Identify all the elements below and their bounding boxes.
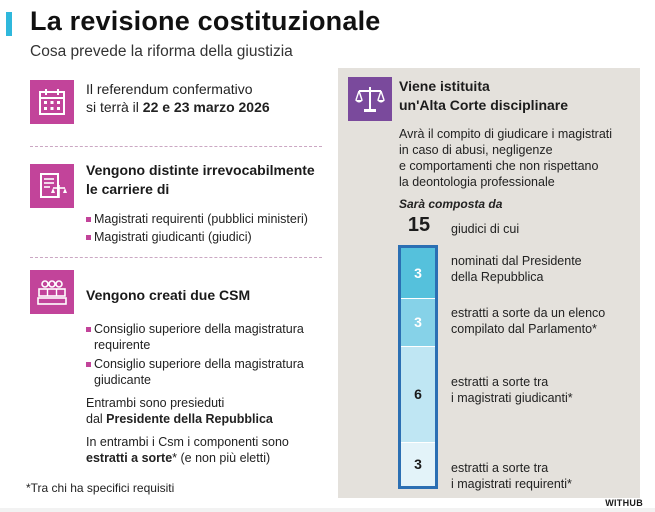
segment-president: 3 bbox=[401, 248, 435, 298]
segment-parliament: 3 bbox=[401, 298, 435, 346]
segment-label-giudicanti: estratti a sorte tra i magistrati giudicanti* bbox=[451, 375, 573, 405]
title-accent-bar bbox=[6, 12, 12, 36]
referendum-line1: Il referendum confermativo bbox=[86, 81, 253, 97]
referendum-line2: si terrà il 22 e 23 marzo 2026 bbox=[86, 99, 270, 115]
total-judges-label: giudici di cui bbox=[451, 222, 520, 236]
csm-title: Vengono creati due CSM bbox=[86, 287, 251, 303]
document-scales-icon bbox=[30, 164, 74, 208]
segment-label-president: nominati dal Presidente della Repubblica bbox=[451, 254, 582, 284]
csm-presided-text: Entrambi sono presieduti dal Presidente della Repubblica bbox=[86, 396, 273, 426]
calendar-icon bbox=[30, 80, 74, 124]
segment-divider bbox=[401, 346, 435, 347]
scales-icon bbox=[348, 77, 392, 121]
composed-label: Sarà composta da bbox=[399, 197, 503, 211]
list-item: Magistrati requirenti (pubblici ministeri) bbox=[86, 212, 308, 228]
csm-components-text: In entrambi i Csm i componenti sono estratti a sorte* (e non più eletti) bbox=[86, 435, 289, 465]
csm-list bbox=[86, 322, 304, 390]
total-judges-value: 15 bbox=[407, 214, 431, 236]
segment-label-requirenti: estratti a sorte tra i magistrati requirenti* bbox=[451, 461, 572, 491]
list-item: Consiglio superiore della magistratura requirente bbox=[86, 322, 304, 353]
alta-corte-description: Avrà il compito di giudicare i magistrati in caso di abusi, negligenze e comportamenti che non rispettano la deontologia professionale bbox=[399, 127, 613, 189]
list-item: Magistrati giudicanti (giudici) bbox=[86, 230, 308, 246]
judges-stack-bar bbox=[398, 245, 438, 489]
carriere-list bbox=[86, 212, 308, 247]
list-item: Consiglio superiore della magistratura giudicante bbox=[86, 357, 304, 388]
section-divider bbox=[30, 146, 322, 147]
segment-divider bbox=[401, 442, 435, 443]
footnote: *Tra chi ha specifici requisiti bbox=[26, 481, 175, 495]
source-logo: WITHUB bbox=[605, 498, 643, 508]
page-title: La revisione costituzionale bbox=[30, 6, 381, 36]
segment-requirenti: 3 bbox=[401, 442, 435, 486]
segment-label-parliament: estratti a sorte da un elenco compilato dal Parlamento* bbox=[451, 306, 606, 336]
bottom-strip bbox=[0, 508, 655, 512]
carriere-title-line1: Vengono distinte irrevocabilmente bbox=[86, 162, 315, 178]
carriere-title-line2: le carriere di bbox=[86, 181, 170, 197]
referendum-dates: 22 e 23 marzo 2026 bbox=[142, 99, 270, 115]
section-divider bbox=[30, 257, 322, 258]
council-icon bbox=[30, 270, 74, 314]
segment-giudicanti: 6 bbox=[401, 346, 435, 442]
segment-divider bbox=[401, 298, 435, 299]
page-subtitle: Cosa prevede la riforma della giustizia bbox=[30, 43, 293, 60]
alta-corte-title: Viene istituita un'Alta Corte disciplinare bbox=[399, 78, 569, 113]
